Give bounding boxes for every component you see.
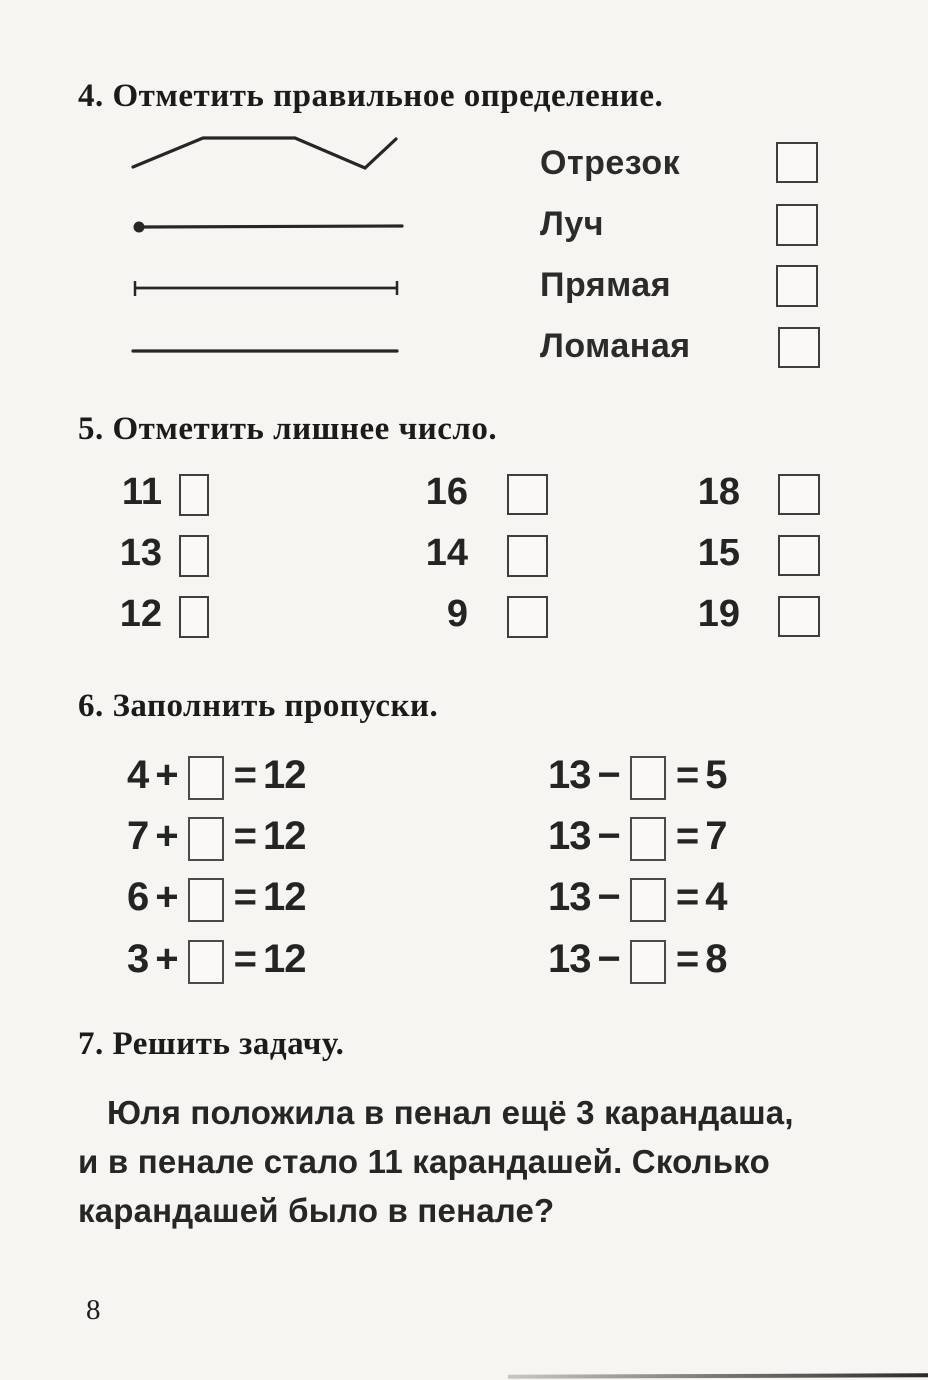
number-option-13: 13	[119, 532, 162, 574]
checkbox-9[interactable]	[507, 596, 548, 638]
equation-right-4	[548, 934, 726, 984]
section-4-figures	[110, 120, 430, 370]
operand: 3	[127, 936, 149, 981]
checkbox-11[interactable]	[179, 474, 209, 516]
checkbox-14[interactable]	[507, 535, 548, 577]
operator: +	[155, 752, 178, 797]
page-number: 8	[86, 1294, 101, 1326]
section-6-title: 6. Заполнить пропуски.	[78, 688, 439, 724]
checkbox-12[interactable]	[179, 596, 209, 638]
equals-sign: =	[675, 936, 699, 981]
operand: 6	[127, 874, 149, 919]
problem-text-line-3: карандашей было в пенале?	[78, 1192, 555, 1229]
problem-text-line-2: и в пенале стало 11 карандашей. Сколько	[78, 1143, 770, 1180]
option-label-lomanaya: Ломаная	[540, 327, 691, 365]
option-label-pryamaya: Прямая	[540, 266, 672, 304]
equation-blank[interactable]	[630, 756, 666, 800]
operand: 4	[127, 752, 149, 797]
operator: +	[155, 936, 178, 981]
equation-right-3	[548, 872, 726, 922]
number-option-9: 9	[446, 593, 468, 635]
operand: 7	[127, 813, 149, 858]
number-option-19: 19	[697, 593, 740, 635]
result: 12	[262, 813, 306, 858]
scan-edge-artifact	[508, 1373, 928, 1378]
result: 12	[262, 752, 306, 797]
segment-figure	[134, 281, 397, 296]
checkbox-luch[interactable]	[776, 204, 818, 246]
number-option-16: 16	[425, 471, 468, 513]
operator: −	[597, 752, 620, 797]
section-5-title: 5. Отметить лишнее число.	[78, 411, 498, 447]
number-option-15: 15	[697, 532, 740, 574]
checkbox-18[interactable]	[778, 474, 820, 515]
equals-sign: =	[675, 813, 699, 858]
result: 8	[705, 936, 727, 981]
equals-sign: =	[675, 874, 699, 919]
equals-sign: =	[233, 813, 256, 858]
problem-text-line-1: Юля положила в пенал ещё 3 карандаша,	[107, 1094, 794, 1131]
operand: 13	[548, 874, 591, 919]
number-option-12: 12	[119, 593, 162, 635]
equation-right-1	[548, 750, 726, 800]
equation-left-2	[127, 811, 305, 861]
checkbox-15[interactable]	[778, 535, 820, 576]
checkbox-19[interactable]	[778, 596, 820, 637]
result: 12	[262, 874, 306, 919]
section-7-title: 7. Решить задачу.	[78, 1026, 345, 1062]
operator: −	[597, 874, 620, 919]
result: 4	[705, 874, 727, 919]
ray-figure	[134, 222, 403, 233]
equals-sign: =	[233, 936, 256, 981]
operator: −	[597, 936, 620, 981]
operator: +	[155, 813, 178, 858]
equation-blank[interactable]	[188, 940, 224, 984]
section-4-title: 4. Отметить правильное определение.	[78, 78, 664, 114]
option-label-otrezok: Отрезок	[540, 144, 681, 182]
equation-left-3	[127, 872, 305, 922]
equation-blank[interactable]	[188, 756, 224, 800]
operand: 13	[548, 752, 591, 797]
operator: −	[597, 813, 620, 858]
checkbox-lomanaya[interactable]	[778, 327, 820, 368]
operand: 13	[548, 936, 591, 981]
equals-sign: =	[233, 874, 256, 919]
result: 12	[262, 936, 306, 981]
equation-left-4	[127, 934, 305, 984]
checkbox-13[interactable]	[179, 535, 209, 577]
equals-sign: =	[233, 752, 256, 797]
equation-blank[interactable]	[188, 817, 224, 861]
checkbox-pryamaya[interactable]	[776, 265, 818, 307]
equation-blank[interactable]	[630, 878, 666, 922]
number-option-18: 18	[697, 471, 740, 513]
operator: +	[155, 874, 178, 919]
result: 7	[705, 813, 727, 858]
broken-line-figure	[133, 138, 396, 168]
operand: 13	[548, 813, 591, 858]
equation-blank[interactable]	[188, 878, 224, 922]
equation-right-2	[548, 811, 726, 861]
checkbox-16[interactable]	[507, 474, 548, 515]
number-option-11: 11	[121, 471, 162, 513]
equals-sign: =	[675, 752, 699, 797]
equation-left-1	[127, 750, 305, 800]
number-option-14: 14	[425, 532, 468, 574]
equation-blank[interactable]	[630, 940, 666, 984]
option-label-luch: Луч	[540, 205, 605, 243]
result: 5	[705, 752, 727, 797]
checkbox-otrezok[interactable]	[776, 142, 818, 183]
equation-blank[interactable]	[630, 817, 666, 861]
